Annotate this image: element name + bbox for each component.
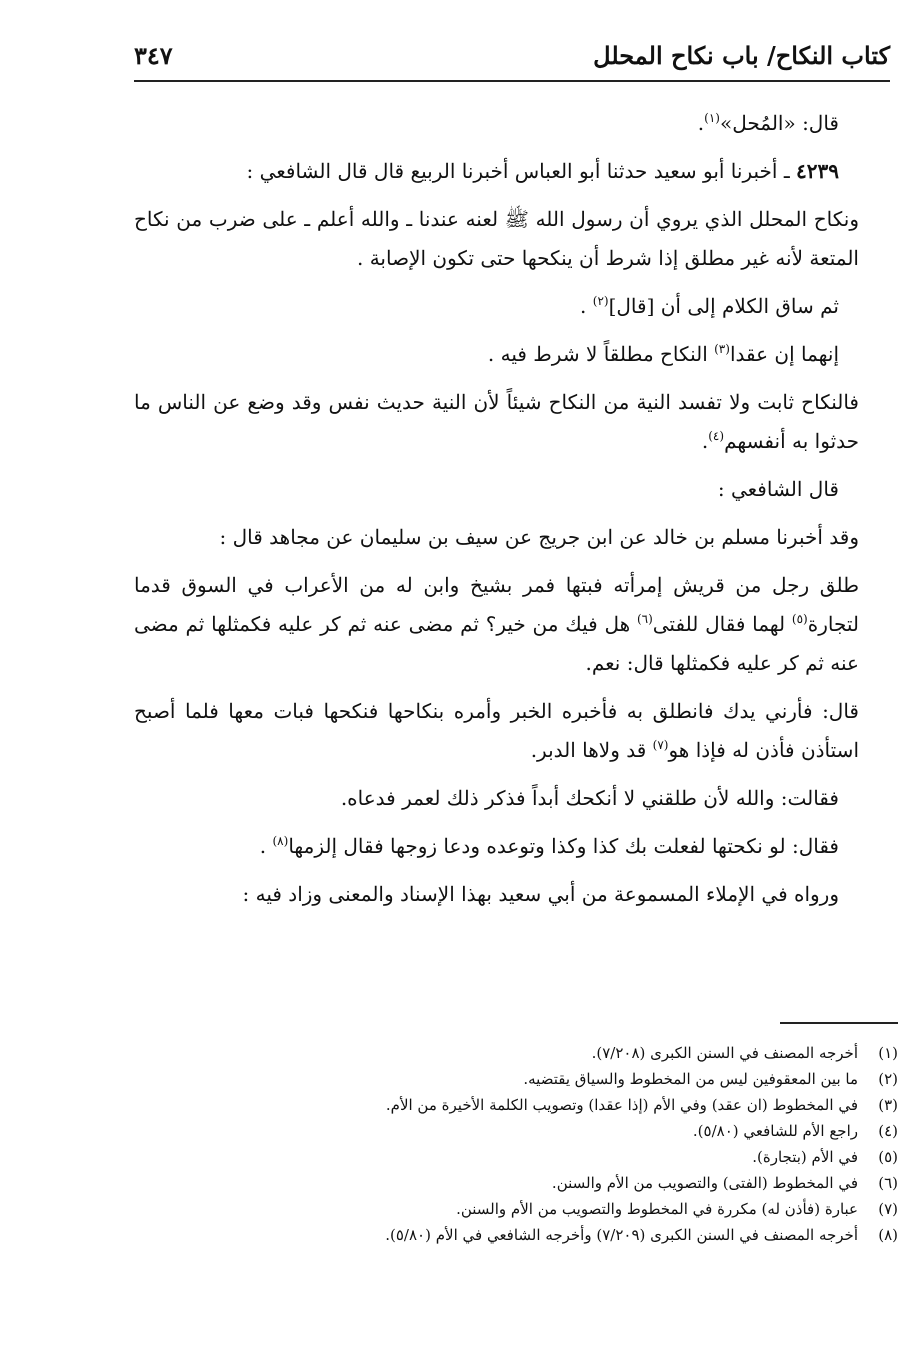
paragraph: وقد أخبرنا مسلم بن خالد عن ابن جريج عن سيف بن سليمان عن مجاهد قال : [219, 525, 859, 549]
footnote: (٧) عبارة (فأذن له) مكررة في المخطوط والتصويب من الأم والسنن. [456, 1200, 898, 1218]
paragraph: ثم ساق الكلام إلى أن [قال]$^{(٢)}$ . [580, 294, 839, 318]
footnote-ref: (٤) [708, 429, 725, 443]
footnote-ref: (٥) [791, 612, 808, 626]
footnote: (٥) في الأم (بتجارة). [752, 1148, 898, 1166]
footnote-ref: (١) [704, 111, 720, 125]
page-header [134, 36, 890, 80]
paragraph: طلق رجل من قريش إمرأته فبتها فمر بشيخ وابن له من الأعراب في السوق قدما لتجارة$^{(٥)}$ لهما فقال للفتى$^{(٦)}$ هل فيك من خير؟ ثم مضى عنه ثم كر عليه فكمثلها ثم مضى عنه ثم كر عليه فكمثلها قال: نعم. [134, 573, 859, 675]
footnote-ref: (٦) [636, 612, 653, 626]
hadith-paragraph: ٤٢٣٩ ـ أخبرنا أبو سعيد حدثنا أبو العباس أخبرنا الربيع قال قال الشافعي : [246, 159, 839, 183]
hadith-number: ٤٢٣٩ [796, 159, 839, 183]
paragraph: ورواه في الإملاء المسموعة من أبي سعيد بهذا الإسناد والمعنى وزاد فيه : [242, 882, 839, 906]
footnotes [134, 1040, 898, 1248]
paragraph: قال الشافعي : [717, 477, 839, 501]
page-number: ٣٤٧ [134, 41, 173, 70]
footnote: (١) أخرجه المصنف في السنن الكبرى (٧/٢٠٨). [591, 1044, 898, 1062]
paragraph: إنهما إن عقدا$^{(٣)}$ النكاح مطلقاً لا شرط فيه . [487, 342, 839, 366]
paragraph: قال: فأرني يدك فانطلق به فأخبره الخبر وأمره بنكاحها فنكحها فبات معها فلما أصبح استأذن فأذن له فإذا هو$^{(٧)}$ قد ولاها الدبر. [134, 699, 859, 762]
footnote-rule [780, 1022, 898, 1024]
paragraph: ونكاح المحلل الذي يروي أن رسول الله ﷺ لعنه عندنا ـ والله أعلم ـ على ضرب من نكاح المتعة لأنه غير مطلق إذا شرط أن ينكحها حتى تكون الإصابة . [134, 207, 859, 270]
paragraph: قال: «المُحل»$^{(١)}$. [697, 111, 839, 135]
paragraph: فالنكاح ثابت ولا تفسد النية من النكاح شيئاً لأن النية حديث نفس وقد وضع عن الناس ما حدثوا به أنفسهم$^{(٤)}$. [134, 390, 859, 453]
main-text [134, 104, 859, 923]
footnote: (٦) في المخطوط (الفتى) والتصويب من الأم والسنن. [551, 1174, 898, 1192]
paragraph: فقالت: والله لأن طلقني لا أنكحك أبداً فذكر ذلك لعمر فدعاه. [340, 786, 839, 810]
footnote: (٣) في المخطوط (ان عقد) وفي الأم (إذا عقدا) وتصويب الكلمة الأخيرة من الأم. [385, 1096, 898, 1114]
paragraph: فقال: لو نكحتها لفعلت بك كذا وكذا وتوعده ودعا زوجها فقال إلزمها$^{(٨)}$ . [259, 834, 839, 858]
footnote-ref: (٢) [592, 294, 609, 308]
footnote: (٨) أخرجه المصنف في السنن الكبرى (٧/٢٠٩) وأخرجه الشافعي في الأم (٥/٨٠). [385, 1226, 898, 1244]
footnote: (٤) راجع الأم للشافعي (٥/٨٠). [692, 1122, 898, 1140]
footnote-ref: (٨) [272, 834, 289, 848]
running-title: كتاب النكاح/ باب نكاح المحلل [593, 41, 890, 70]
header-rule [134, 80, 890, 82]
footnote: (٢) ما بين المعقوفين ليس من المخطوط والسياق يقتضيه. [523, 1070, 898, 1088]
footnote-ref: (٣) [714, 342, 730, 356]
footnote-ref: (٧) [652, 738, 669, 752]
